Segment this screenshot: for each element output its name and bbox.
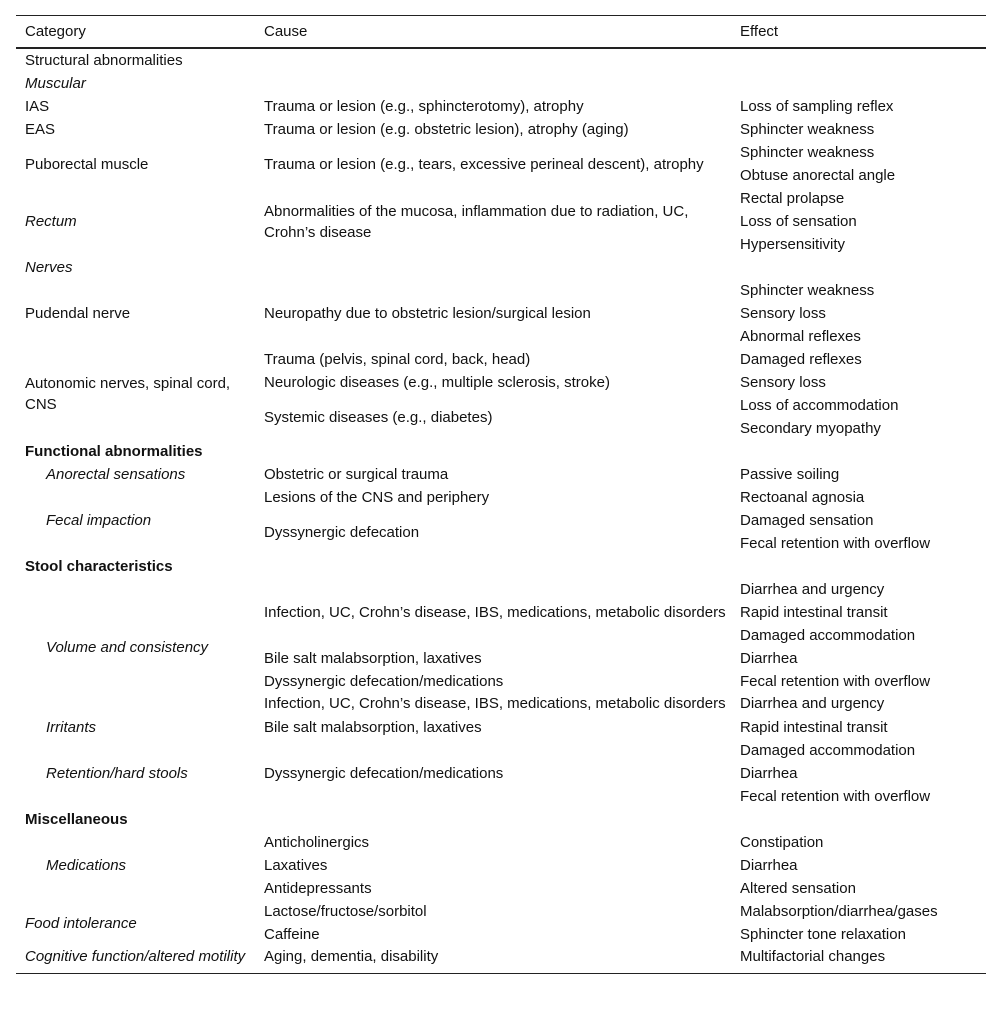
category-cell: Structural abnormalities — [25, 52, 183, 69]
table-row — [16, 256, 986, 279]
cause-cell: Systemic diseases (e.g., diabetes) — [264, 408, 493, 426]
effect-cell: Diarrhea and urgency — [740, 695, 885, 712]
category-cell: IAS — [25, 98, 50, 115]
category-cell: Nerves — [25, 259, 73, 276]
effect-cell: Sensory loss — [740, 305, 826, 322]
effect-cell: Diarrhea — [740, 650, 798, 667]
table-row — [16, 72, 986, 95]
table-row — [16, 463, 986, 486]
cause-cell: Neurologic diseases (e.g., multiple sclerosis, stroke) — [264, 374, 610, 391]
effect-cell: Sphincter weakness — [740, 282, 875, 299]
section-heading: Functional abnormalities — [25, 443, 203, 460]
effect-cell: Loss of accommodation — [740, 397, 899, 414]
category-cell: Volume and consistency — [46, 638, 209, 656]
cause-cell: Neuropathy due to obstetric lesion/surgical lesion — [264, 305, 591, 322]
effect-cell: Abnormal reflexes — [740, 328, 861, 345]
category-cell: Muscular — [25, 75, 86, 92]
effect-cell: Loss of sampling reflex — [740, 98, 894, 115]
table-row — [16, 187, 986, 210]
cause-cell: Dyssynergic defecation/medications — [264, 765, 504, 782]
cause-cell: Lesions of the CNS and periphery — [264, 489, 490, 506]
table-row — [16, 808, 986, 831]
table-row — [16, 118, 986, 141]
cause-cell: Laxatives — [264, 857, 328, 874]
cause-cell: Trauma or lesion (e.g., sphincterotomy), atrophy — [264, 98, 584, 115]
table-row — [16, 946, 986, 974]
effect-cell: Diarrhea and urgency — [740, 581, 885, 598]
effect-cell: Rectal prolapse — [740, 190, 845, 207]
effect-cell: Loss of sensation — [740, 213, 857, 230]
category-cell: Pudendal nerve — [25, 305, 131, 322]
table-row — [16, 578, 986, 601]
cause-cell: Lactose/fructose/sorbitol — [264, 903, 427, 920]
table-row — [16, 509, 986, 532]
effect-cell: Damaged accommodation — [740, 627, 916, 644]
table-row — [16, 348, 986, 371]
effect-cell: Diarrhea — [740, 765, 798, 782]
effect-cell: Damaged reflexes — [740, 351, 862, 368]
cause-cell: Bile salt malabsorption, laxatives — [264, 719, 482, 736]
header-cause: Cause — [255, 16, 731, 49]
category-cell: Fecal impaction — [46, 512, 152, 529]
table-row — [16, 279, 986, 302]
category-cell: Puborectal muscle — [25, 155, 149, 173]
cause-cell: Infection, UC, Crohn’s disease, IBS, medications, metabolic disorders — [264, 695, 726, 712]
header-category: Category — [16, 16, 255, 49]
cause-cell: Bile salt malabsorption, laxatives — [264, 650, 482, 667]
effect-cell: Altered sensation — [740, 880, 856, 897]
table-row — [16, 141, 986, 164]
table-row — [16, 555, 986, 578]
table-row — [16, 486, 986, 509]
effect-cell: Rapid intestinal transit — [740, 719, 888, 736]
cause-cell: Trauma or lesion (e.g. obstetric lesion), atrophy (aging) — [264, 121, 629, 138]
table-row — [16, 716, 986, 739]
table-row — [16, 900, 986, 923]
category-cell: Irritants — [46, 719, 97, 736]
table-row — [16, 739, 986, 762]
table-row — [16, 440, 986, 463]
category-cell: Retention/hard stools — [46, 765, 188, 782]
cause-cell: Obstetric or surgical trauma — [264, 466, 449, 483]
cause-cell: Aging, dementia, disability — [255, 946, 731, 974]
effect-cell: Damaged sensation — [740, 512, 874, 529]
category-cell: Medications — [46, 857, 127, 874]
category-cell: Anorectal sensations — [46, 466, 186, 483]
table-row — [16, 831, 986, 854]
causes-table — [16, 15, 986, 974]
effect-cell: Damaged accommodation — [740, 742, 916, 759]
effect-cell: Diarrhea — [740, 857, 798, 874]
effect-cell: Fecal retention with overflow — [740, 535, 931, 552]
effect-cell: Constipation — [740, 834, 824, 851]
effect-cell: Hypersensitivity — [740, 236, 846, 253]
category-cell: Rectum — [25, 213, 77, 230]
effect-cell: Rectoanal agnosia — [740, 489, 865, 506]
effect-cell: Multifactorial changes — [731, 946, 986, 974]
effect-cell: Sensory loss — [740, 374, 826, 391]
table-row — [16, 95, 986, 118]
effect-cell: Sphincter weakness — [740, 144, 875, 161]
cause-cell: Infection, UC, Crohn’s disease, IBS, medications, metabolic disorders — [264, 604, 726, 621]
category-cell: Food intolerance — [25, 914, 137, 932]
cause-cell: Anticholinergics — [264, 834, 370, 851]
category-cell: EAS — [25, 121, 56, 138]
section-heading: Miscellaneous — [25, 811, 128, 828]
effect-cell: Passive soiling — [740, 466, 840, 483]
effect-cell: Fecal retention with overflow — [740, 673, 931, 690]
header-row — [16, 16, 986, 49]
effect-cell: Fecal retention with overflow — [740, 788, 931, 805]
cause-cell: Dyssynergic defecation/medications — [264, 673, 504, 690]
effect-cell: Rapid intestinal transit — [740, 604, 888, 621]
effect-cell: Obtuse anorectal angle — [740, 167, 896, 184]
section-heading: Stool characteristics — [25, 558, 173, 575]
cause-cell: Abnormalities of the mucosa, inflammation due to radiation, UC, Crohn’s disease — [264, 202, 689, 241]
cause-cell: Antidepressants — [264, 880, 372, 897]
effect-cell: Malabsorption/diarrhea/gases — [740, 903, 938, 920]
header-effect: Effect — [731, 16, 986, 49]
cause-cell: Dyssynergic defecation — [264, 523, 420, 541]
category-cell: Autonomic nerves, spinal cord, CNS — [25, 375, 231, 413]
table-row — [16, 48, 986, 72]
category-cell: Cognitive function/altered motility — [16, 946, 255, 974]
effect-cell: Sphincter tone relaxation — [740, 926, 906, 943]
cause-cell: Trauma or lesion (e.g., tears, excessive perineal descent), atrophy — [264, 155, 704, 173]
cause-cell: Caffeine — [264, 926, 320, 943]
cause-cell: Trauma (pelvis, spinal cord, back, head) — [264, 351, 531, 368]
effect-cell: Secondary myopathy — [740, 420, 881, 437]
effect-cell: Sphincter weakness — [740, 121, 875, 138]
